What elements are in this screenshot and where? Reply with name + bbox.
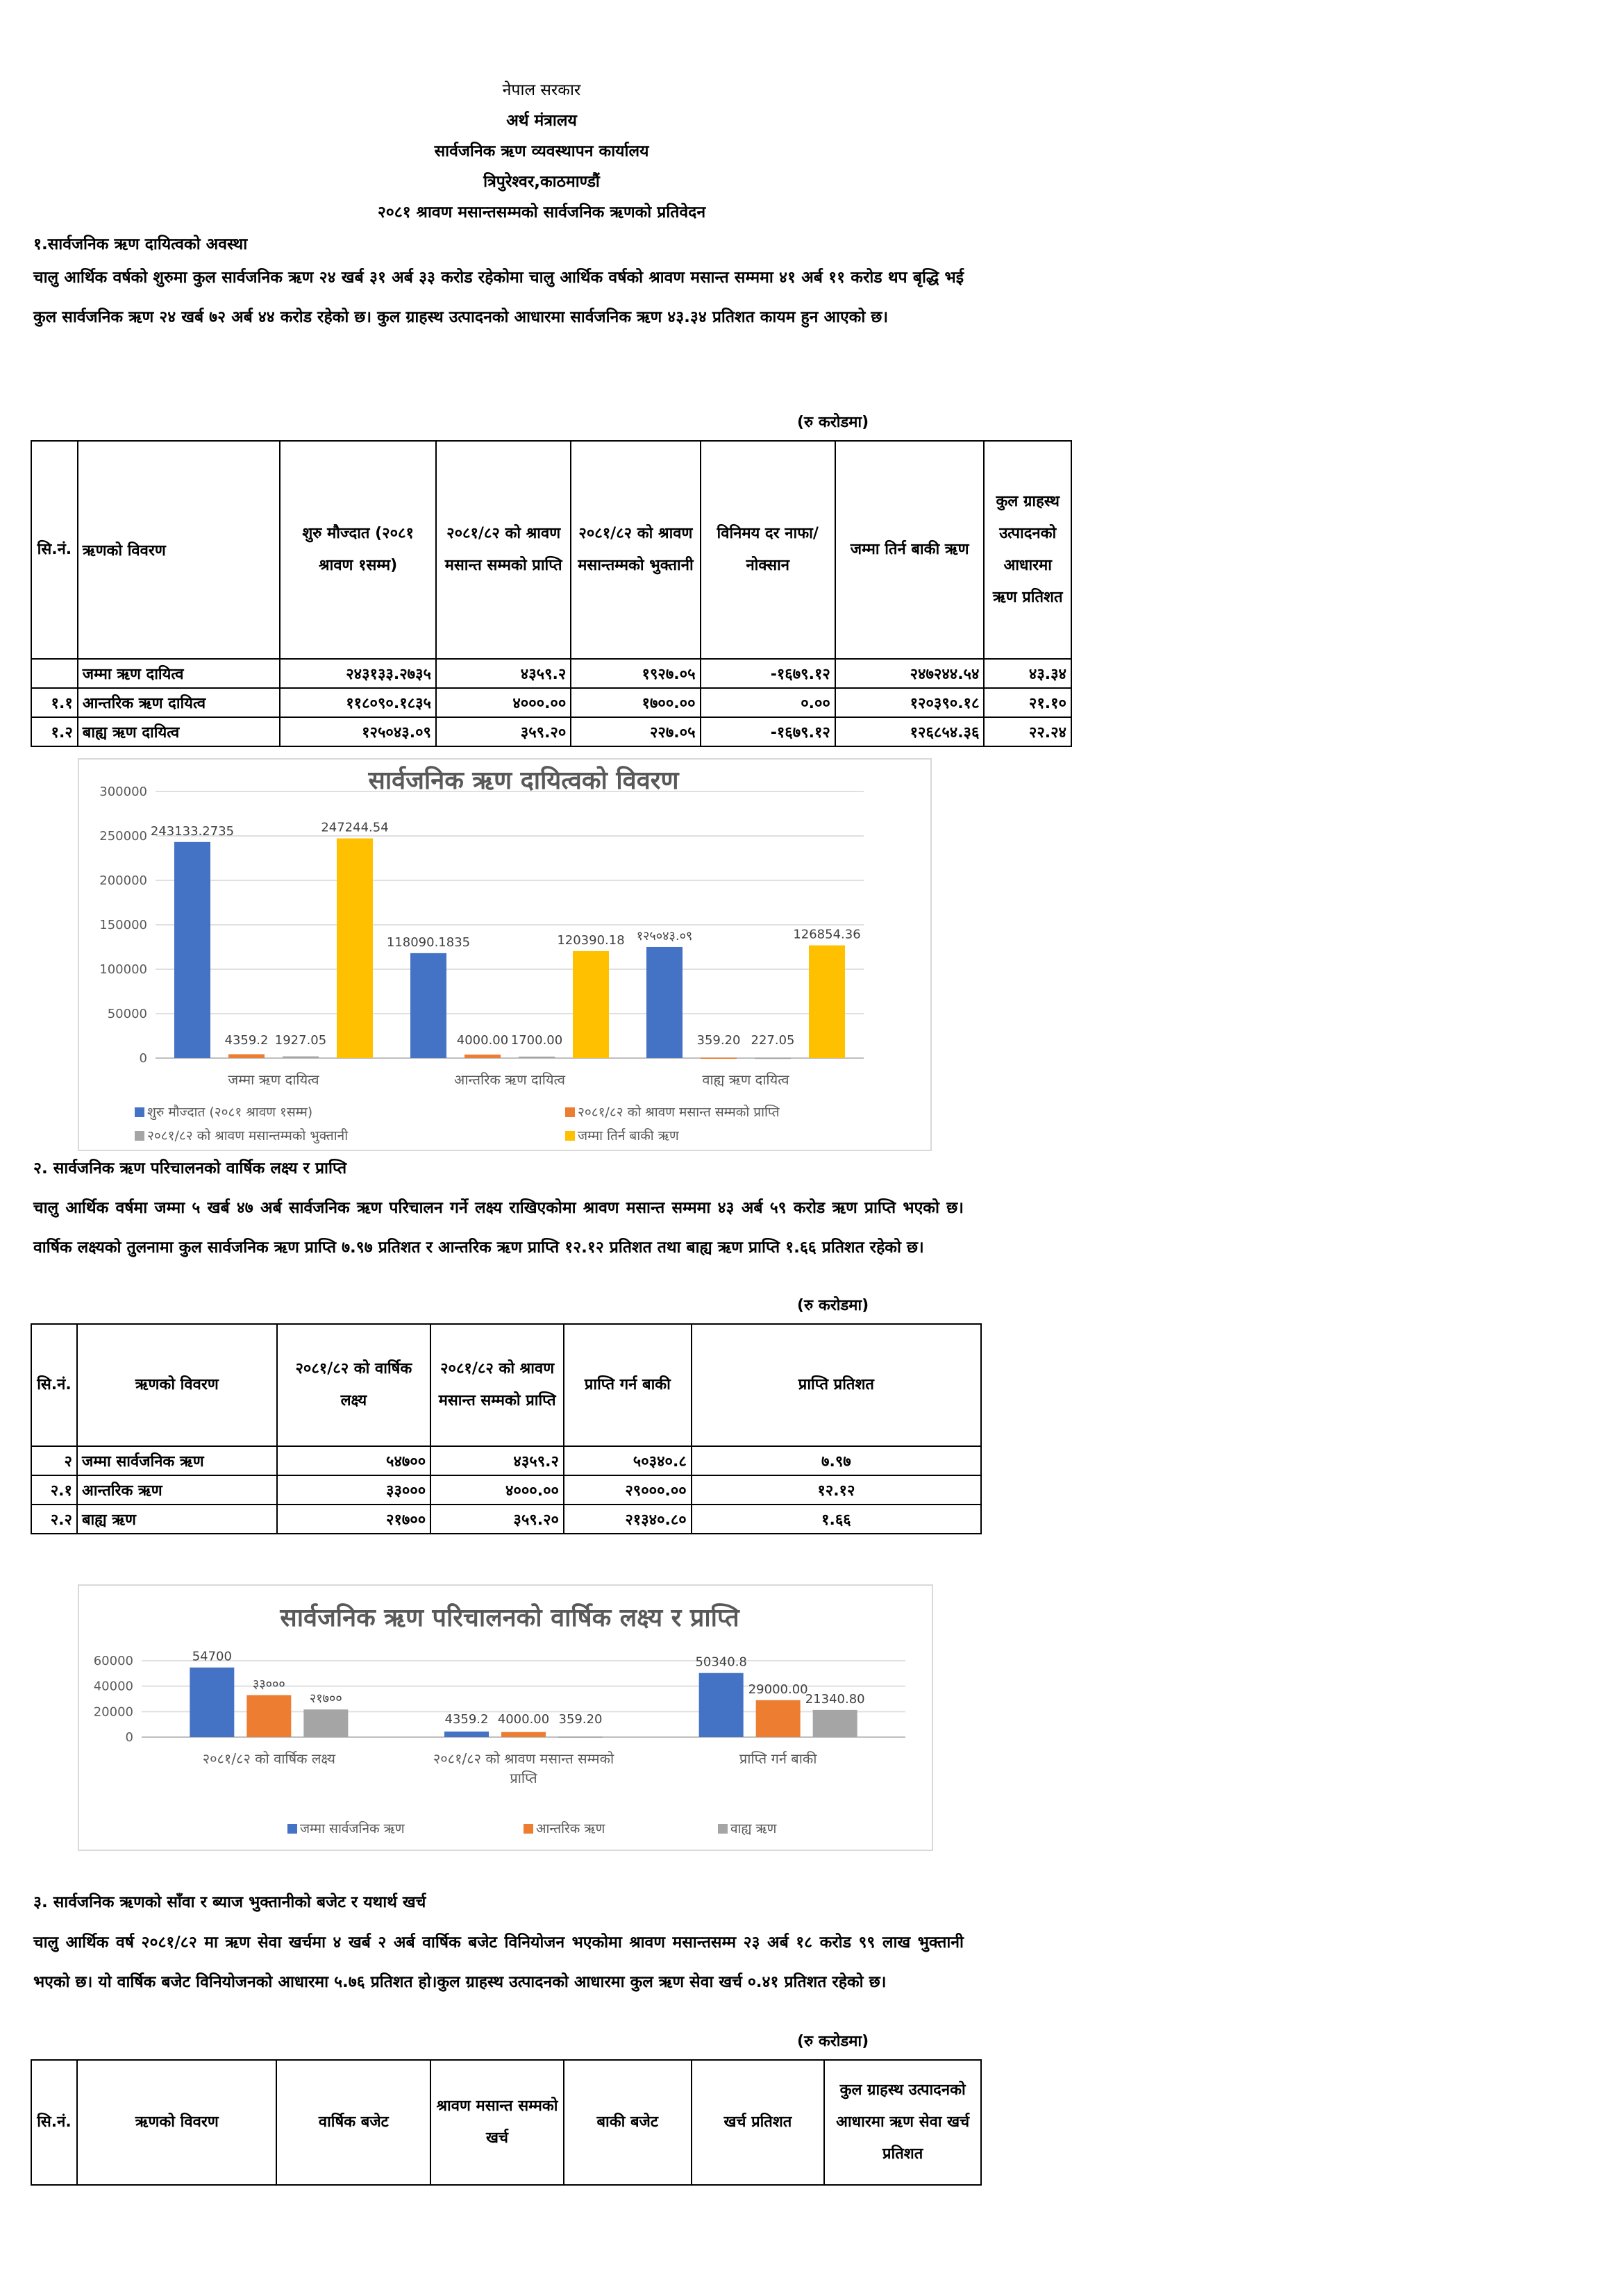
col-header: शुरु मौज्दात (२०८१ श्रावण १सम्म) [280, 441, 436, 659]
y-tick-label: 20000 [93, 1704, 133, 1720]
col-header: २०८१/८२ को वार्षिक लक्ष्य [277, 1324, 431, 1446]
row-number: १.१ [31, 688, 78, 717]
table-cell: ३५९.२० [436, 717, 571, 746]
header-government: नेपाल सरकार [502, 81, 581, 99]
table-cell: २९०००.०० [564, 1475, 692, 1505]
bar [174, 842, 210, 1058]
legend-swatch [565, 1107, 575, 1117]
bar [699, 1673, 744, 1737]
col-header: २०८१/८२ को श्रावण मसान्त सम्मको प्राप्ति [430, 1324, 564, 1446]
data-label: १२५०४३.०९ [636, 928, 693, 944]
data-label: 118090.1835 [386, 935, 471, 950]
chart-title: सार्वजनिक ऋण दायित्वको विवरण [368, 766, 679, 795]
col-header: कुल ग्राहस्थ उत्पादनको आधारमा ऋण सेवा खर्च प्रतिशत [824, 2060, 981, 2185]
table-cell: ५०३४०.८ [564, 1446, 692, 1475]
bar [444, 1732, 489, 1737]
data-label: २१७०० [309, 1691, 342, 1707]
row-number: १.२ [31, 717, 78, 746]
y-tick-label: 0 [125, 1730, 133, 1745]
table-cell: १९२७.०५ [571, 659, 700, 688]
data-label: 29000.00 [748, 1682, 808, 1697]
table-cell: ५४७०० [277, 1446, 431, 1475]
col-header: वार्षिक बजेट [276, 2060, 430, 2185]
col-header: ऋणको विवरण [77, 1324, 277, 1446]
data-label: 120390.18 [557, 932, 625, 948]
header-office: सार्वजनिक ऋण व्यवस्थापन कार्यालय [434, 142, 649, 160]
col-header: प्राप्ति गर्न बाकी [564, 1324, 692, 1446]
col-header: श्रावण मसान्त सम्मको खर्च [430, 2060, 564, 2185]
bar [337, 839, 373, 1058]
table-cell: ४०००.०० [430, 1475, 564, 1505]
data-label: 359.20 [696, 1033, 741, 1048]
y-tick-label: 250000 [99, 829, 147, 844]
data-label: 50340.8 [695, 1654, 747, 1670]
annual-target-chart [78, 1584, 933, 1851]
x-category-label: २०८१/८२ को श्रावण मसान्त सम्मको [433, 1750, 614, 1767]
section1-unit-note: (रु करोडमा) [797, 414, 869, 431]
legend-swatch [524, 1824, 533, 1834]
header-location: त्रिपुरेश्वर,काठमाण्डौं [483, 173, 600, 191]
section2-paragraph: चालु आर्थिक वर्षमा जम्मा ५ खर्ब ४७ अर्ब सार्वजनिक ऋण परिचालन गर्ने लक्ष्य राखिएकोमा श्रावण मसान्त सम्ममा ४३ अर्ब ५९ करोड ऋण प्राप्ति भएको छ। वार्षिक लक्ष्यको तुलनामा कुल सार्वजनिक ऋण प्राप्ति ७.९७ प्रतिशत र आन्तरिक ऋण प्राप्ति १२.१२ प्रतिशत तथा बाह्य ऋण प्राप्ति १.६६ प्रतिशत रहेको छ। [33, 1199, 964, 1257]
data-label: ३३००० [252, 1677, 285, 1692]
col-header: कुल ग्राहस्थ उत्पादनको आधारमा ऋण प्रतिशत [984, 441, 1071, 659]
bar [646, 947, 683, 1058]
table-cell: २१.१० [984, 688, 1071, 717]
col-header: प्राप्ति प्रतिशत [692, 1324, 981, 1446]
section1-heading: १.सार्वजनिक ऋण दायित्वको अवस्था [33, 235, 248, 253]
table-cell: २१७०० [277, 1505, 431, 1534]
table-cell: २२.२४ [984, 717, 1071, 746]
report-title: २०८१ श्रावण मसान्तसम्मको सार्वजनिक ऋणको प्रतिवेदन [377, 203, 706, 221]
table-cell: १२६८५४.३६ [835, 717, 985, 746]
legend-swatch [565, 1131, 575, 1141]
section3-unit-note: (रु करोडमा) [797, 2033, 869, 2050]
legend-label: २०८१/८२ को श्रावण मसान्तम्मको भुक्तानी [147, 1128, 349, 1143]
bar [701, 1058, 737, 1059]
row-number: २ [31, 1446, 77, 1475]
bar [501, 1732, 546, 1737]
x-category-label: वाह्य ऋण दायित्व [702, 1071, 789, 1088]
table-cell: ४०००.०० [436, 688, 571, 717]
data-label: 227.05 [751, 1033, 795, 1048]
y-tick-label: 0 [139, 1051, 147, 1066]
col-header: विनिमय दर नाफा/नोक्सान [701, 441, 835, 659]
x-category-label: २०८१/८२ को वार्षिक लक्ष्य [202, 1750, 335, 1767]
bar [283, 1057, 319, 1058]
data-label: 126854.36 [793, 927, 861, 942]
x-category-label: जम्मा ऋण दायित्व [228, 1071, 319, 1088]
table-cell: १२५०४३.०९ [280, 717, 436, 746]
y-tick-label: 300000 [99, 785, 147, 799]
legend-label: आन्तरिक ऋण [536, 1821, 605, 1836]
debt-liability-chart-svg [79, 760, 930, 1150]
row-number: २.२ [31, 1505, 77, 1534]
data-label: 4000.00 [497, 1712, 550, 1727]
table-cell: -१६७९.१२ [701, 717, 835, 746]
bar [809, 946, 845, 1058]
col-header: जम्मा तिर्न बाकी ऋण [835, 441, 985, 659]
legend-label: जम्मा सार्वजनिक ऋण [300, 1821, 405, 1836]
section2-heading: २. सार्वजनिक ऋण परिचालनको वार्षिक लक्ष्य र प्राप्ति [33, 1159, 347, 1178]
table-cell: २२७.०५ [571, 717, 700, 746]
legend-label: वाह्य ऋण [730, 1821, 777, 1836]
bar [519, 1057, 555, 1058]
section3-heading: ३. सार्वजनिक ऋणको साँवा र ब्याज भुक्तानीको बजेट र यथार्थ खर्च [33, 1893, 426, 1911]
table-row [31, 1475, 981, 1505]
table-cell: ४३५९.२ [436, 659, 571, 688]
section2-unit-note: (रु करोडमा) [797, 1297, 869, 1314]
header-ministry: अर्थ मंत्रालय [506, 112, 577, 130]
row-label: बाह्य ऋण दायित्व [78, 717, 281, 746]
bar [558, 1736, 603, 1738]
bar [190, 1668, 234, 1737]
data-label: 54700 [192, 1649, 232, 1664]
table-cell: २४७२४४.५४ [835, 659, 985, 688]
annual-target-chart-svg [79, 1586, 932, 1850]
bar [228, 1054, 265, 1058]
debt-service-table [31, 2059, 982, 2186]
col-header: सि.नं. [31, 2060, 77, 2185]
table-row [31, 717, 1071, 746]
section3-paragraph: चालु आर्थिक वर्ष २०८१/८२ मा ऋण सेवा खर्चमा ४ खर्ब २ अर्ब वार्षिक बजेट विनियोजन भएकोमा श्रावण मसान्तसम्म २३ अर्ब १८ करोड ९९ लाख भुक्तानी भएको छ। यो वार्षिक बजेट विनियोजनको आधारमा ५.७६ प्रतिशत हो।कुल ग्राहस्थ उत्पादनको आधारमा कुल ऋण सेवा खर्च ०.४१ प्रतिशत रहेको छ। [33, 1934, 964, 1991]
table-cell: ३५९.२० [430, 1505, 564, 1534]
data-label: 247244.54 [321, 820, 389, 835]
bar [573, 951, 609, 1058]
row-number: २.१ [31, 1475, 77, 1505]
table-cell: १२.१२ [692, 1475, 981, 1505]
x-category-label: प्राप्ति गर्न बाकी [739, 1750, 817, 1767]
row-label: जम्मा सार्वजनिक ऋण [77, 1446, 277, 1475]
row-label: आन्तरिक ऋण [77, 1475, 277, 1505]
table-cell: ४३५९.२ [430, 1446, 564, 1475]
annual-target-table [31, 1323, 982, 1534]
data-label: 4359.2 [224, 1033, 269, 1048]
section1-paragraph: चालु आर्थिक वर्षको शुरुमा कुल सार्वजनिक ऋण २४ खर्ब ३१ अर्ब ३३ करोड रहेकोमा चालु आर्थिक वर्षको श्रावण मसान्त सम्ममा ४१ अर्ब ११ करोड थप बृद्धि भई कुल सार्वजनिक ऋण २४ खर्ब ७२ अर्ब ४४ करोड रहेको छ। कुल ग्राहस्थ उत्पादनको आधारमा सार्वजनिक ऋण ४३.३४ प्रतिशत कायम हुन आएको छ। [33, 269, 964, 326]
y-tick-label: 200000 [99, 873, 147, 888]
table-cell: -१६७९.१२ [701, 659, 835, 688]
legend-swatch [718, 1824, 728, 1834]
legend-label: जम्मा तिर्न बाकी ऋण [578, 1128, 679, 1143]
bar [756, 1700, 801, 1737]
table-row [31, 688, 1071, 717]
data-label: 4359.2 [444, 1712, 489, 1727]
data-label: 1927.05 [274, 1033, 327, 1048]
table-row [31, 1505, 981, 1534]
y-tick-label: 150000 [99, 918, 147, 932]
legend-swatch [135, 1107, 144, 1117]
table-row [31, 1446, 981, 1475]
y-tick-label: 100000 [99, 962, 147, 977]
col-header: २०८१/८२ को श्रावण मसान्तम्मको भुक्तानी [571, 441, 700, 659]
legend-label: २०८१/८२ को श्रावण मसान्त सम्मको प्राप्ति [578, 1105, 780, 1120]
col-header: ऋणको विवरण [77, 2060, 277, 2185]
col-header: बाकी बजेट [564, 2060, 692, 2185]
bar [813, 1710, 857, 1737]
table-cell: ३३००० [277, 1475, 431, 1505]
legend-label: शुरु मौज्दात (२०८१ श्रावण १सम्म) [147, 1105, 313, 1120]
col-header: खर्च प्रतिशत [692, 2060, 825, 2185]
data-label: 4000.00 [456, 1033, 509, 1048]
col-header: सि.नं. [31, 441, 78, 659]
row-label: बाह्य ऋण [77, 1505, 277, 1534]
y-tick-label: 40000 [93, 1679, 133, 1694]
data-label: 359.20 [558, 1712, 603, 1727]
data-label: 1700.00 [510, 1033, 563, 1048]
bar [755, 1058, 791, 1059]
y-tick-label: 50000 [107, 1007, 147, 1021]
data-label: 21340.80 [805, 1691, 865, 1707]
legend-swatch [287, 1824, 297, 1834]
col-header: ऋणको विवरण [78, 441, 281, 659]
col-header: २०८१/८२ को श्रावण मसान्त सम्मको प्राप्ति [436, 441, 571, 659]
bar [303, 1709, 348, 1737]
x-category-label: आन्तरिक ऋण दायित्व [454, 1071, 565, 1088]
table-cell: ४३.३४ [984, 659, 1071, 688]
bar [464, 1055, 501, 1058]
bar [246, 1695, 291, 1738]
data-label: 243133.2735 [150, 823, 235, 839]
row-number [31, 659, 78, 688]
table-cell: ११८०९०.१८३५ [280, 688, 436, 717]
y-tick-label: 60000 [93, 1654, 133, 1668]
debt-liability-chart [78, 758, 932, 1151]
table-cell: १२०३९०.१८ [835, 688, 985, 717]
table-row [31, 659, 1071, 688]
x-category-label: प्राप्ति [510, 1770, 537, 1786]
table-cell: २४३१३३.२७३५ [280, 659, 436, 688]
debt-liability-table [31, 440, 1072, 747]
table-cell: १७००.०० [571, 688, 700, 717]
table-cell: ०.०० [701, 688, 835, 717]
table-cell: १.६६ [692, 1505, 981, 1534]
bar [410, 953, 446, 1058]
chart-title: सार्वजनिक ऋण परिचालनको वार्षिक लक्ष्य र प्राप्ति [280, 1604, 739, 1632]
row-label: जम्मा ऋण दायित्व [78, 659, 281, 688]
legend-swatch [135, 1131, 144, 1141]
col-header: सि.नं. [31, 1324, 77, 1446]
table-cell: २१३४०.८० [564, 1505, 692, 1534]
row-label: आन्तरिक ऋण दायित्व [78, 688, 281, 717]
table-cell: ७.९७ [692, 1446, 981, 1475]
